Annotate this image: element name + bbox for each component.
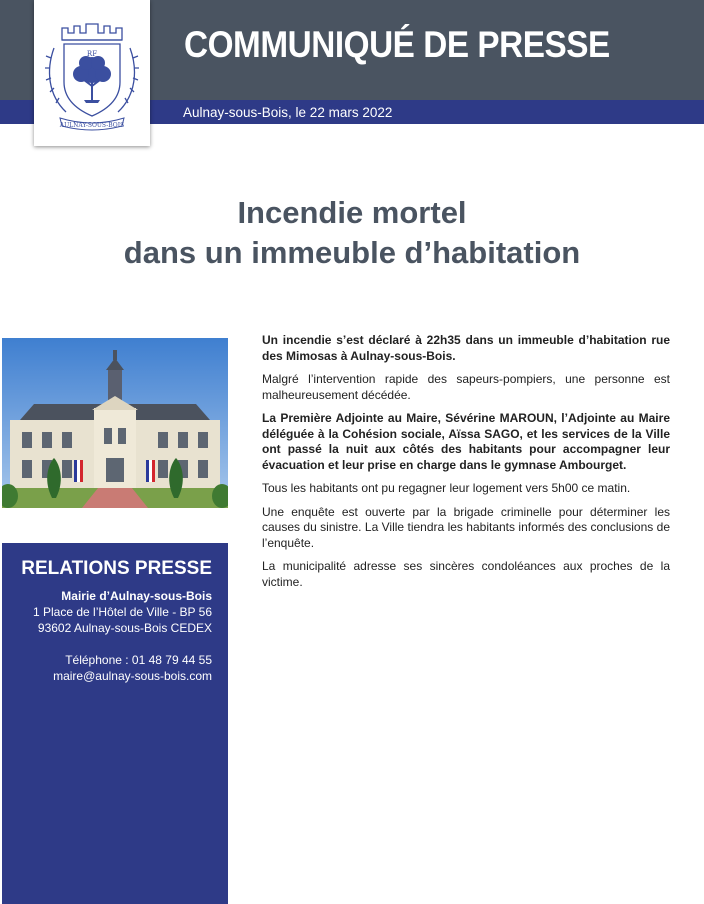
press-email[interactable]: maire@aulnay-sous-bois.com	[53, 669, 212, 683]
town-hall-photo	[2, 338, 228, 508]
press-release-body	[262, 333, 670, 598]
svg-text:AULNAY-SOUS-BOIS: AULNAY-SOUS-BOIS	[59, 122, 125, 129]
body-paragraph-3: La Première Adjointe au Maire, Sévérine MAROUN, l’Adjointe au Maire déléguée à la Cohésion sociale, Aïssa SAGO, et les services de la Ville ont passé la nuit aux côtés des habitants pour accompagner leur évacuation et leur prise en charge dans le gymnase Ambourget.	[262, 411, 670, 472]
body-paragraph-2: Malgré l’intervention rapide des sapeurs-pompiers, une personne est malheureusement décédée.	[262, 372, 670, 402]
body-paragraph-1: Un incendie s’est déclaré à 22h35 dans un immeuble d’habitation rue des Mimosas à Aulnay-sous-Bois.	[262, 333, 670, 363]
press-contact-details	[33, 588, 212, 684]
city-logo	[34, 0, 150, 146]
press-org: Mairie d’Aulnay-sous-Bois	[61, 589, 212, 603]
headline-line-2: dans un immeuble d’habitation	[123, 235, 581, 270]
coat-of-arms-icon	[34, 0, 150, 146]
body-paragraph-6: La municipalité adresse ses sincères condoléances aux proches de la victime.	[262, 559, 670, 589]
svg-text:RF: RF	[86, 50, 98, 58]
body-paragraph-5: Une enquête est ouverte par la brigade criminelle pour déterminer les causes du sinistre. La Ville tiendra les habitants informés des conclusions de l’enquête.	[262, 504, 670, 550]
body-paragraph-4: Tous les habitants ont pu regagner leur logement vers 5h00 ce matin.	[262, 481, 631, 495]
press-phone: Téléphone : 01 48 79 44 55	[65, 653, 212, 667]
page-title: COMMUNIQUÉ DE PRESSE	[184, 24, 610, 65]
press-address-2: 93602 Aulnay-sous-Bois CEDEX	[37, 621, 212, 635]
date-line: Aulnay-sous-Bois, le 22 mars 2022	[183, 105, 393, 120]
press-contact-title: RELATIONS PRESSE	[21, 558, 212, 579]
headline	[0, 193, 704, 273]
press-address-1: 1 Place de l’Hôtel de Ville - BP 56	[33, 605, 212, 619]
press-contact-panel	[2, 543, 228, 904]
headline-line-1: Incendie mortel	[237, 195, 467, 230]
